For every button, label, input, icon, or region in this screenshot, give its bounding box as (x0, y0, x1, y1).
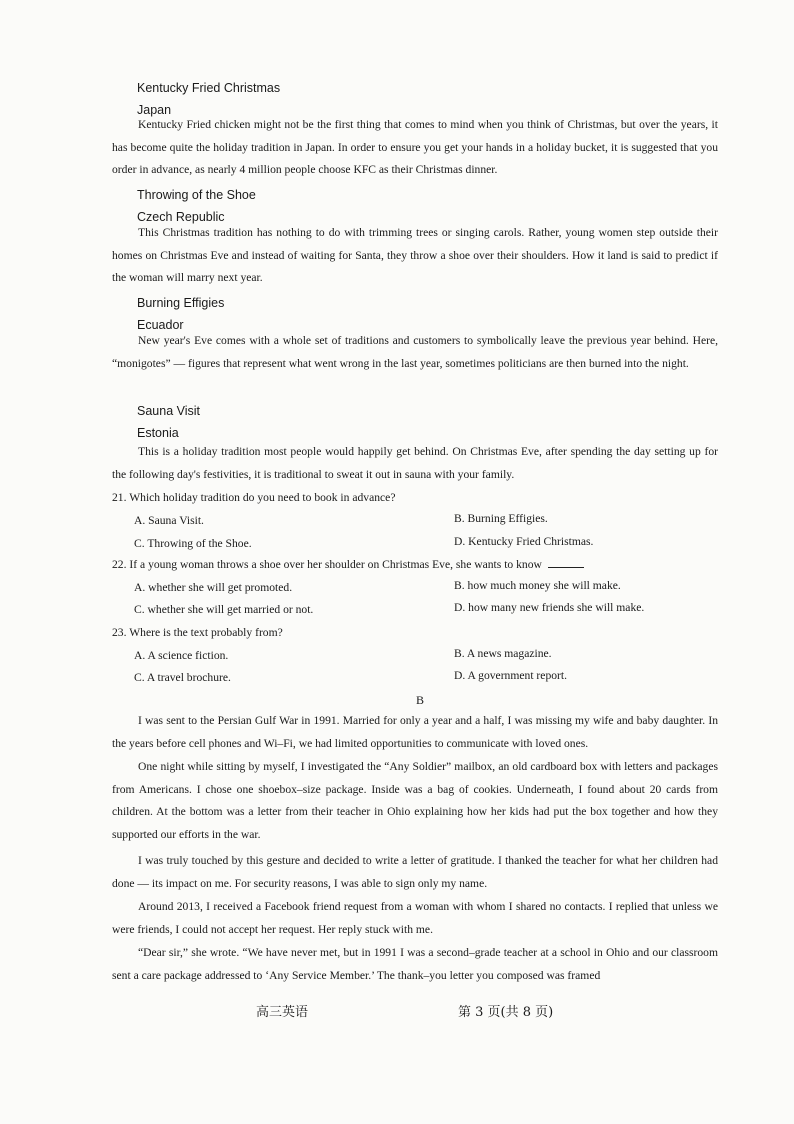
passage-b-paragraph-5: “Dear sir,” she wrote. “We have never met, but in 1991 I was a second–grade teacher at a school in Ohio and our classroom sent a care package addressed to ‘Any Service Member.’ The thank–you letter you composed was framed (112, 946, 718, 982)
tradition-country-4: Estonia (137, 426, 179, 440)
tradition-text-2: This Christmas tradition has nothing to do with trimming trees or singing carols. Rather, young women step outside their homes on Christmas Eve and instead of waiting for Santa, they throw a shoe over their shoulders. How it land is said to predict if the woman will marry next year. (112, 226, 718, 285)
section-b-label: B (416, 693, 425, 707)
footer-page-number: 第 3 页(共 8 页) (458, 1005, 554, 1020)
answer-blank[interactable] (548, 557, 584, 568)
q21-option-c[interactable]: C. Throwing of the Shoe. (134, 537, 252, 550)
question-number: 23. (112, 626, 127, 639)
question-text: Which holiday tradition do you need to book in advance? (129, 491, 396, 504)
tradition-country-3: Ecuador (137, 318, 184, 332)
tradition-title-2: Throwing of the Shoe (137, 188, 256, 202)
footer-subject: 高三英语 (256, 1005, 309, 1020)
tradition-country-2: Czech Republic (137, 210, 225, 224)
q22-option-c[interactable]: C. whether she will get married or not. (134, 603, 314, 616)
q23-option-b[interactable]: B. A news magazine. (454, 647, 552, 660)
tradition-text-3: New year's Eve comes with a whole set of traditions and customers to symbolically leave the previous year behind. Here, “monigotes” — figures that represent what went wrong in the last year, sometimes politicians are then burned into the night. (112, 334, 718, 370)
question-21 (112, 490, 395, 506)
q21-option-b[interactable]: B. Burning Effigies. (454, 512, 548, 525)
question-number: 22. (112, 558, 127, 571)
q23-option-c[interactable]: C. A travel brochure. (134, 671, 231, 684)
tradition-country-1: Japan (137, 103, 172, 117)
tradition-text-1: Kentucky Fried chicken might not be the first thing that comes to mind when you think of Christmas, but over the years, it has become quite the holiday tradition in Japan. In order to ensure you get your hands in a holiday bucket, it is suggested that you order in advance, as nearly 4 million people choose KFC as their Christmas dinner. (112, 118, 718, 177)
passage-b-paragraph-2: One night while sitting by myself, I investigated the “Any Soldier” mailbox, an old cardboard box with letters and packages from Americans. I chose one shoebox–size package. Inside was a bag of cookies. Underneath, I found about 20 cards from children. At the bottom was a letter from their teacher in Ohio explaining how her kids had put the box together and how they supported our efforts in the war. (112, 760, 718, 841)
tradition-title-1: Kentucky Fried Christmas (137, 81, 281, 95)
q23-option-a[interactable]: A. A science fiction. (134, 649, 229, 662)
question-text: Where is the text probably from? (129, 626, 283, 639)
tradition-title-4: Sauna Visit (137, 404, 201, 418)
q21-option-a[interactable]: A. Sauna Visit. (134, 514, 204, 527)
q22-option-b[interactable]: B. how much money she will make. (454, 579, 621, 592)
question-number: 21. (112, 491, 127, 504)
passage-b-paragraph-4: Around 2013, I received a Facebook friend request from a woman with whom I shared no contacts. I replied that unless we were friends, I could not accept her request. Her reply stuck with me. (112, 900, 718, 936)
tradition-text-4: This is a holiday tradition most people would happily get behind. On Christmas Eve, after spending the day setting up for the following day's festivities, it is traditional to sweat it out in sauna with your family. (112, 445, 718, 481)
q22-option-d[interactable]: D. how many new friends she will make. (454, 601, 645, 614)
q23-option-d[interactable]: D. A government report. (454, 669, 568, 682)
tradition-title-3: Burning Effigies (137, 296, 225, 310)
q21-option-d[interactable]: D. Kentucky Fried Christmas. (454, 535, 594, 548)
q22-option-a[interactable]: A. whether she will get promoted. (134, 581, 293, 594)
passage-b-paragraph-3: I was truly touched by this gesture and decided to write a letter of gratitude. I thanked the teacher for what her children had done — its impact on me. For security reasons, I was able to sign only my name. (112, 854, 718, 890)
question-23 (112, 625, 283, 641)
passage-b-paragraph-1: I was sent to the Persian Gulf War in 1991. Married for only a year and a half, I was missing my wife and baby daughter. In the years before cell phones and Wi–Fi, we had limited opportunities to communicate with loved ones. (112, 714, 718, 750)
question-22 (112, 557, 584, 573)
question-text: If a young woman throws a shoe over her shoulder on Christmas Eve, she wants to know (129, 558, 542, 571)
